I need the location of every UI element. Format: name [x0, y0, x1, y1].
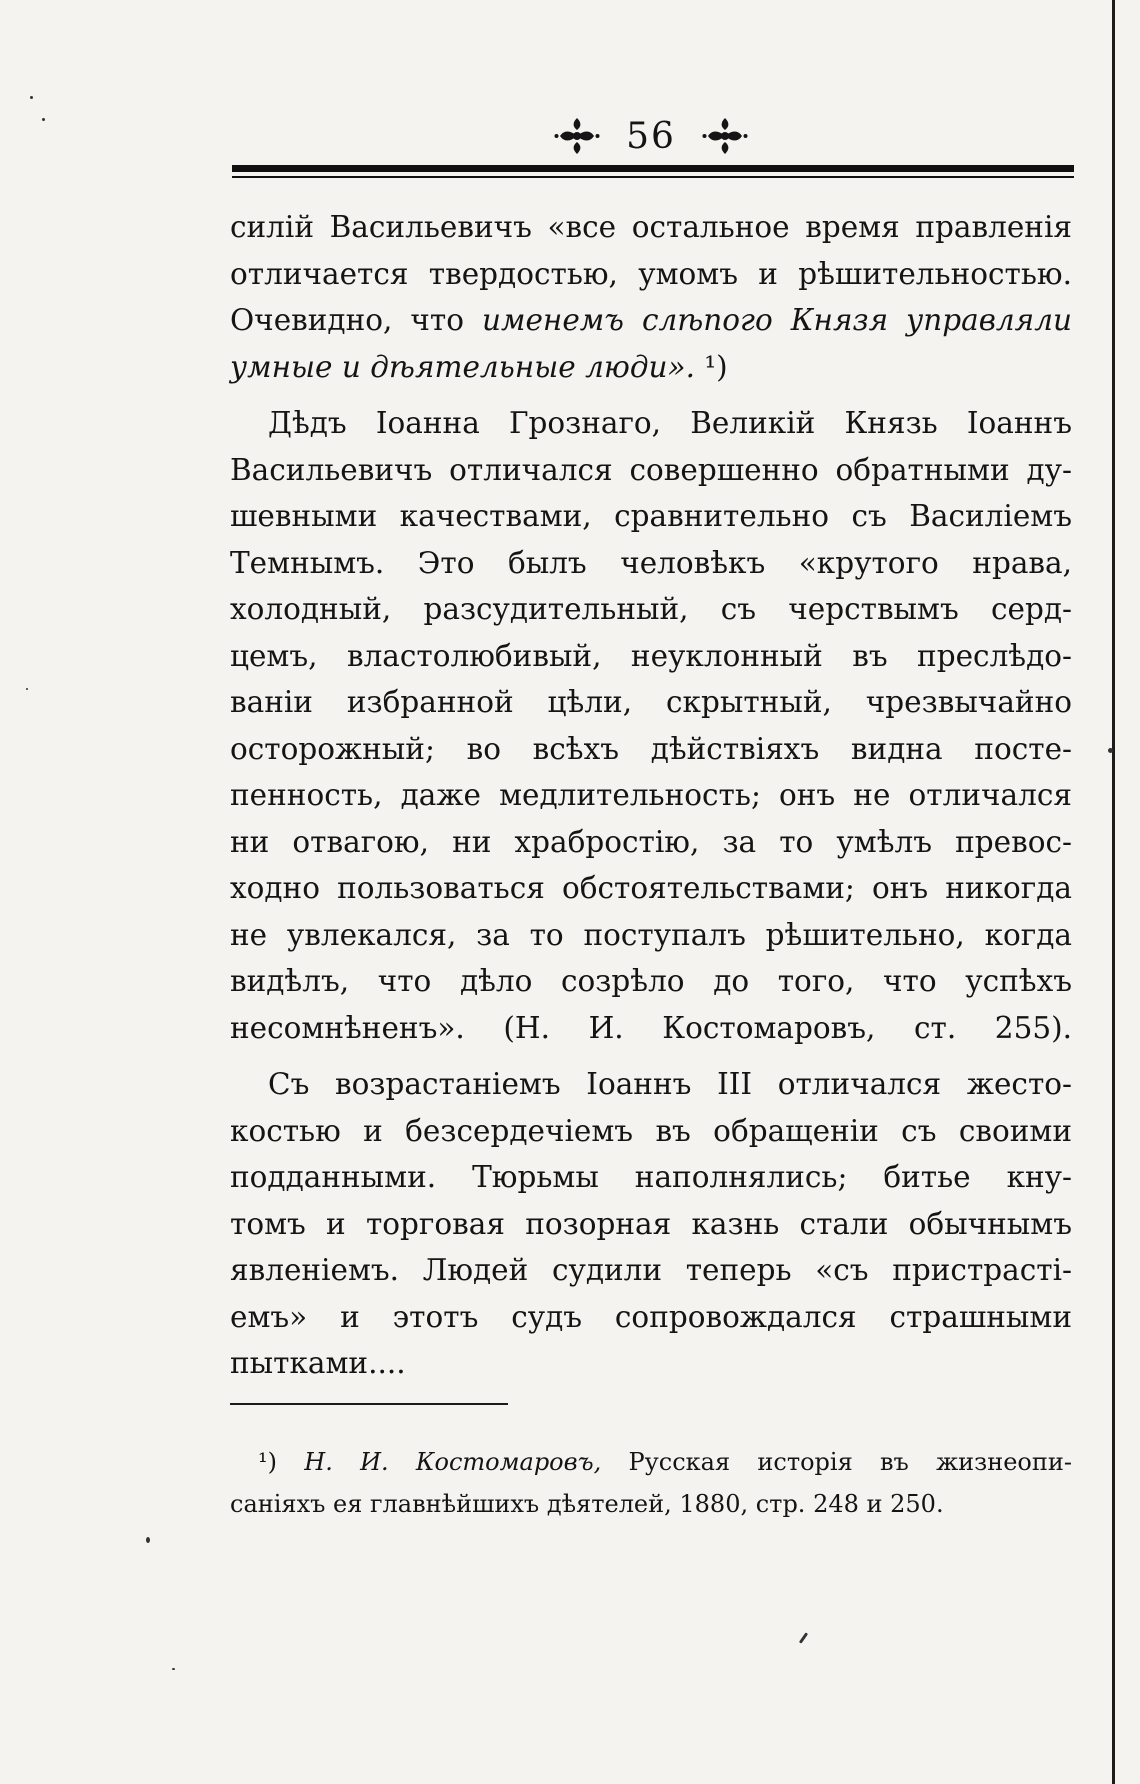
text-line: Темнымъ. Это былъ человѣкъ «крутого нрава,: [230, 545, 1072, 580]
text-line: подданными. Тюрьмы наполнялись; битье кну-: [230, 1160, 1072, 1194]
scan-speck: [26, 688, 28, 690]
text-line: томъ и торговая позорная казнь стали обычнымъ: [230, 1206, 1072, 1241]
fleuron-icon: [554, 116, 600, 156]
text-line: силій Васильевичъ «все остальное время правленія: [230, 210, 1072, 244]
header-rule-thick: [232, 165, 1074, 172]
scan-speck: [42, 118, 45, 121]
text-line: пытками....: [230, 1346, 406, 1380]
footnote-marker: ¹): [258, 1448, 277, 1476]
text-line: шевными качествами, сравнительно съ Василіемъ: [230, 499, 1072, 533]
text-line: костью и безсердечіемъ въ обращеніи съ своими: [230, 1113, 1072, 1148]
text-line: ни отвагою, ни храбростію, за то умѣлъ превос-: [230, 824, 1072, 859]
text-line: несомнѣненъ». (Н. И. Костомаровъ, ст. 255).: [230, 1010, 1072, 1045]
footnote-ref: ¹): [694, 349, 728, 384]
text-line: цемъ, властолюбивый, неуклонный въ преслѣдо-: [230, 638, 1072, 673]
paragraph: [230, 400, 1072, 1051]
scan-speck: [30, 96, 33, 99]
fleuron-icon: [702, 116, 748, 156]
text-line: явленіемъ. Людей судили теперь «съ пристрасті-: [230, 1253, 1072, 1287]
text-line: Съ возрастаніемъ Іоаннъ III отличался жесто-: [268, 1067, 1072, 1101]
footnote-line: [230, 1441, 1072, 1483]
text-line: осторожный; во всѣхъ дѣйствіяхъ видна посте-: [230, 731, 1072, 766]
text-line: емъ» и этотъ судъ сопровождался страшными: [230, 1299, 1072, 1334]
header-rule-thin: [232, 176, 1074, 178]
footnote-author: Н. И. Костомаровъ,: [304, 1448, 602, 1476]
footnote-line: саніяхъ ея главнѣйшихъ дѣятелей, 1880, стр. 248 и 250.: [230, 1490, 944, 1518]
italic-quote: умные и дѣятельные люди».: [230, 349, 695, 384]
scan-speck: [1108, 748, 1113, 753]
text-line: видѣлъ, что дѣло созрѣло до того, что успѣхъ: [230, 964, 1072, 998]
text-line: Васильевичъ отличался совершенно обратными ду-: [230, 452, 1072, 487]
footnote-rule: [230, 1403, 508, 1405]
text-line: отличается твердостью, умомъ и рѣшительностью.: [230, 256, 1072, 291]
text-line: холодный, разсудительный, съ черствымъ серд-: [230, 592, 1072, 626]
text-line: Дѣдъ Іоанна Грознаго, Великій Князь Іоаннъ: [268, 406, 1072, 440]
footnote-text: Русская исторія въ жизнеопи-: [628, 1448, 1072, 1476]
paragraph: [230, 204, 1072, 390]
page-edge-line: [1112, 0, 1115, 1784]
text-line: ходно пользоваться обстоятельствами; онъ никогда: [230, 871, 1072, 905]
text-line: пенность, даже медлительность; онъ не отличался: [230, 778, 1072, 812]
scan-speck: [172, 1668, 175, 1670]
text-line: [230, 297, 1072, 344]
footnote: [230, 1441, 1072, 1525]
text-line: не увлекался, за то поступалъ рѣшительно, когда: [230, 917, 1072, 952]
text-run: Очевидно, что: [230, 303, 482, 337]
italic-quote: именемъ слѣпого Князя управляли: [482, 303, 1072, 337]
body-text: [230, 204, 1072, 1387]
scan-speck: [799, 1632, 808, 1644]
text-line: [230, 344, 1072, 391]
text-line: ваніи избранной цѣли, скрытный, чрезвычайно: [230, 685, 1072, 719]
page-header: [228, 108, 1074, 164]
scan-speck: [146, 1537, 150, 1543]
page-number: 56: [626, 115, 676, 157]
paragraph: [230, 1061, 1072, 1387]
